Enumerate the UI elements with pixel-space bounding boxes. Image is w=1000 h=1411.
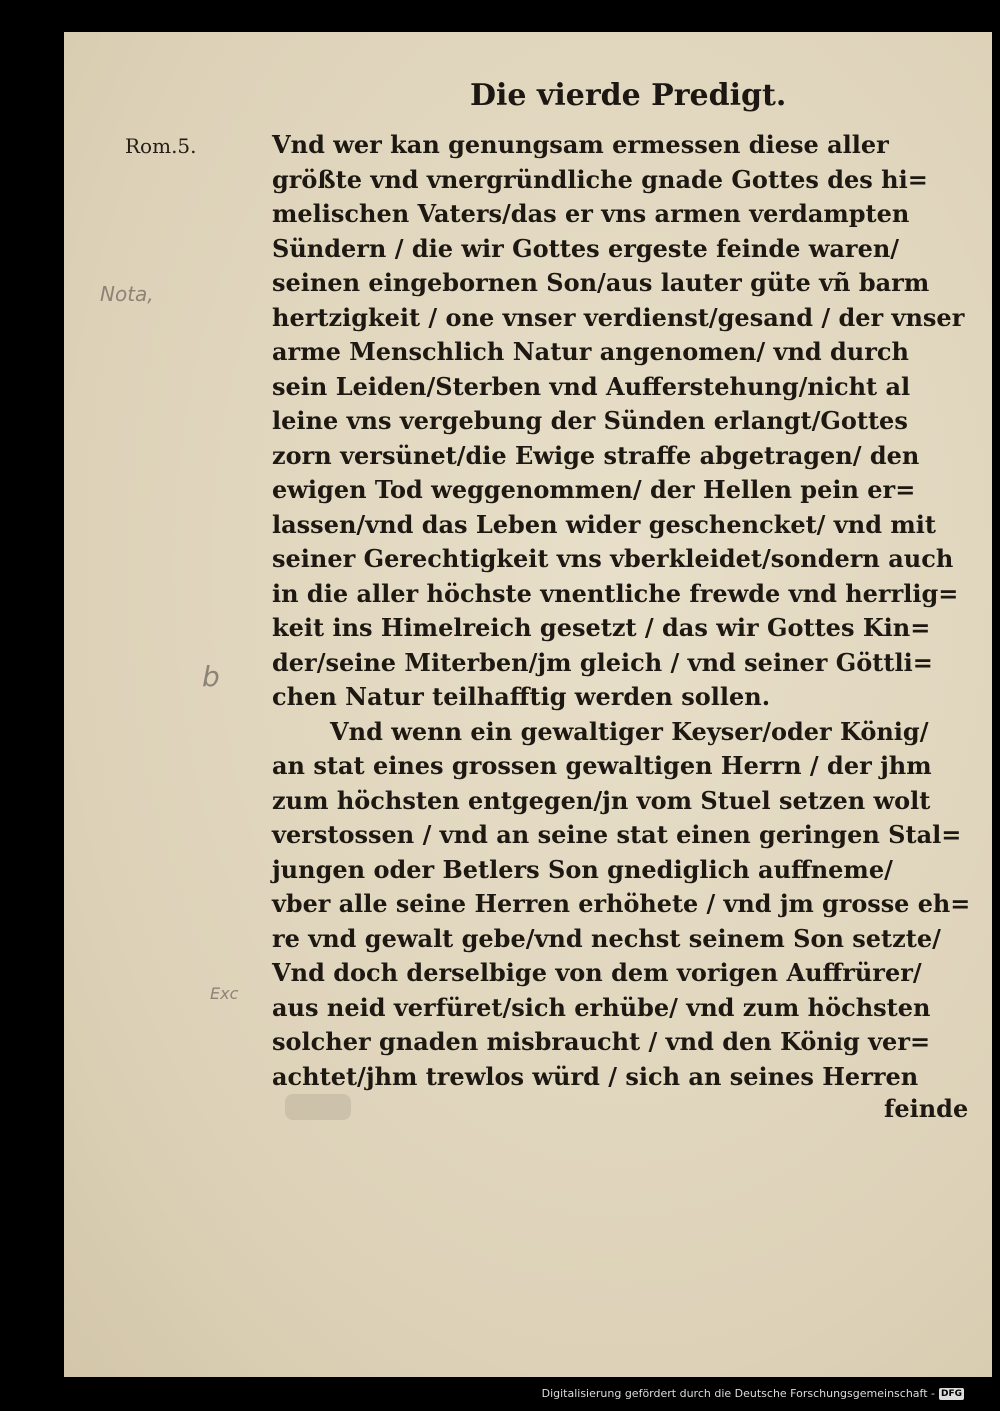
text-line: keit ins Himelreich gesetzt / das wir Gottes Kin= [272,613,931,642]
text-line: solcher gnaden misbraucht / vnd den König ver= [272,1027,931,1056]
pencil-note: b [202,660,220,693]
text-line: achtet/jhm trewlos würd / sich an seines Herren [272,1061,919,1091]
text-line: seiner Gerechtigkeit vns vberkleidet/sondern auch [272,544,954,573]
text-line: Vnd wer kan genungsam ermessen diese aller [272,130,889,159]
pencil-note: Nota, [100,282,154,306]
dfg-logo: DFG [940,1388,962,1399]
text-line: verstossen / vnd an seine stat einen geringen Stal= [272,820,962,849]
text-line: an stat eines grossen gewaltigen Herrn / der jhm [272,751,932,780]
text-line: Vnd doch derselbige von dem vorigen Auffrürer/ [272,958,922,987]
margin-reference: Rom.5. [125,134,197,158]
text-line: jungen oder Betlers Son gnediglich auffneme/ [272,854,893,884]
text-line: sein Leiden/Sterben vnd Aufferstehung/nicht al [272,371,911,401]
pencil-note: Exc [210,984,239,1003]
text-line: Sündern / die wir Gottes ergeste feinde waren/ [272,233,900,263]
credit-text: Digitalisierung gefördert durch die Deutsche Forschungsgemeinschaft - [541,1387,935,1400]
text-line: hertzigkeit / one vnser verdienst/gesand / der vnser [272,302,965,332]
text-line: aus neid verfüret/sich erhübe/ vnd zum höchsten [272,992,931,1022]
body-text [272,128,970,1094]
text-line: größte vnd vnergründliche gnade Gottes des hi= [272,164,928,194]
text-line: ewigen Tod weggenommen/ der Hellen pein er= [272,475,916,504]
text-line: in die aller höchste vnentliche frewde vnd herrlig= [272,578,959,608]
text-line: lassen/vnd das Leben wider geschencket/ vnd mit [272,509,936,539]
text-line: leine vns vergebung der Sünden erlangt/Gottes [272,406,908,435]
text-line: zorn versünet/die Ewige straffe abgetragen/ den [272,440,920,470]
library-stamp [285,1094,351,1120]
text-line: seinen eingebornen Son/aus lauter güte vñ barm [272,268,930,297]
text-line: der/seine Miterben/jm gleich / vnd seiner Göttli= [272,647,933,677]
text-line: arme Menschlich Natur angenomen/ vnd durch [272,337,909,366]
text-line: vber alle seine Herren erhöhete / vnd jm grosse eh= [272,890,971,918]
text-line: Vnd wenn ein gewaltiger Keyser/oder König/ [330,716,929,746]
digitization-credit [542,1387,964,1400]
text-line: chen Natur teilhafftig werden sollen. [272,682,771,711]
text-line: zum höchsten entgegen/jn vom Stuel setzen wolt [272,785,931,815]
text-line: re vnd gewalt gebe/vnd nechst seinem Son setzte/ [272,923,941,953]
running-header: Die vierde Predigt. [470,78,787,113]
text-line: melischen Vaters/das er vns armen verdampten [272,199,910,228]
catchword: feinde [884,1094,969,1123]
